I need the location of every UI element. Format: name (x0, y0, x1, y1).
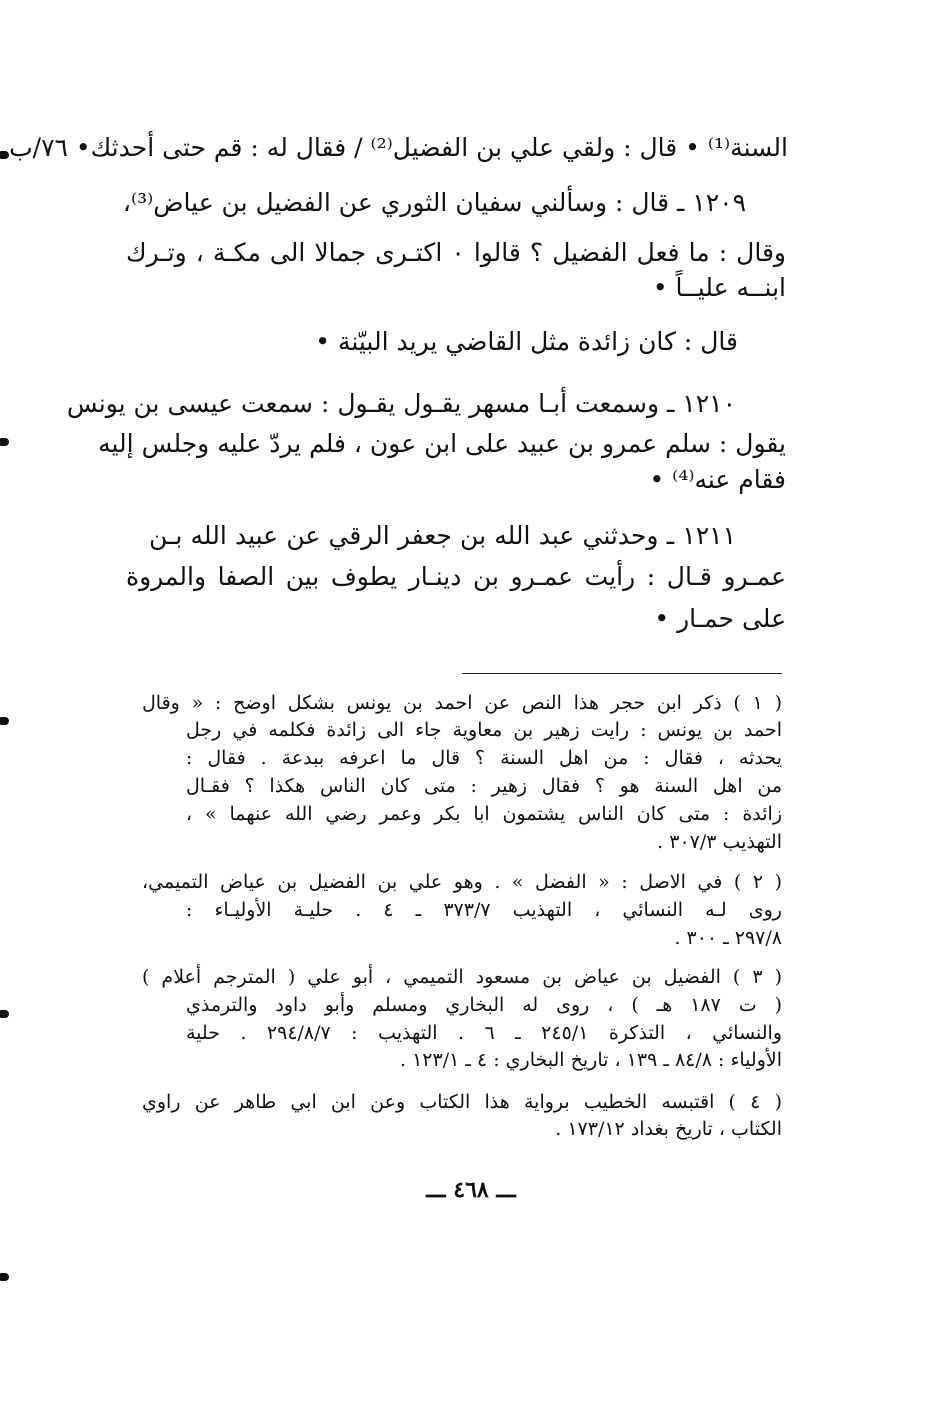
body-line: ١٢١٠ ـ وسمعت أبـا مسهر يقـول يقـول : سمعت عيسى بن يونس (66, 389, 736, 418)
footnote-line: ( ت ١٨٧ هـ ) ، روى له البخاري ومسلم وأبو داود والترمذي (186, 994, 782, 1016)
footnote-line: ( ٣ ) الفضيل بن عياض بن مسعود التميمي ، أبو علي ( المترجم أعلام ) (142, 966, 783, 988)
footnote-divider (462, 673, 782, 674)
body-line: السنة⁽¹⁾ • قال : ولقي علي بن الفضيل⁽²⁾ / فقال له : قم حتى أحدثك• ٧٦/ب (9, 133, 788, 162)
footnote-line: يحدثه ، فقال : من اهل السنة ؟ قال ما اعرفه ببدعة . فقال : (186, 747, 782, 769)
binding-mark-4 (0, 1010, 9, 1018)
footnote-line: ( ٢ ) في الاصل : « الفضل » . وهو علي بن الفضيل بن عياض التميمي، (142, 871, 782, 893)
binding-mark-1 (0, 151, 9, 159)
footnote-line: روى لـه النسائي ، التهذيب ٣٧٣/٧ ـ ٤ . حليـة الأوليـاء : (186, 899, 782, 921)
footnote-line: التهذيب ٣٠٧/٣ . (657, 831, 782, 853)
footnote-line: الكتاب ، تاريخ بغداد ١٧٣/١٢ . (555, 1118, 782, 1140)
body-line: عمـرو قـال : رأيت عمـرو بن دينـار يطوف بين الصفا والمروة (126, 562, 786, 591)
body-line: ١٢١١ ـ وحدثني عبد الله بن جعفر الرقي عن عبيد الله بـن (149, 521, 736, 550)
footnote-line: من اهل السنة هو ؟ فقال زهير : متى كان الناس هكذا ؟ فقـال (186, 775, 782, 797)
footnote-line: ( ١ ) ذكر ابن حجر هذا النص عن احمد بن يونس بشكل اوضح : « وقال (142, 692, 782, 714)
binding-mark-2 (0, 438, 9, 446)
footnote-line: ( ٤ ) اقتبسه الخطيب برواية هذا الكتاب وعن ابن ابي طاهر عن راوي (142, 1091, 783, 1113)
binding-mark-3 (0, 717, 9, 725)
body-line: يقول : سلم عمرو بن عبيد على ابن عون ، فلم يردّ عليه وجلس إليه (98, 429, 786, 458)
footnote-line: زائدة : متى كان الناس يشتمون ابا بكر وعمر رضي الله عنهما » ، (186, 803, 782, 825)
body-line: ١٢٠٩ ـ قال : وسألني سفيان الثوري عن الفضيل بن عياض⁽³⁾، (122, 188, 746, 217)
body-line: على حمـار • (654, 604, 786, 633)
body-line: فقام عنه⁽⁴⁾ • (649, 465, 786, 494)
footnote-line: الأولياء : ٨٤/٨ ـ ١٣٩ ، تاريخ البخاري : ٤ ـ ١٢٣/١ . (400, 1049, 782, 1071)
binding-mark-5 (0, 1273, 9, 1281)
footnote-line: والنسائي ، التذكرة ٢٤٥/١ ـ ٦ . التهذيب : ٢٩٤/٨/٧ . حلية (186, 1022, 782, 1044)
body-line: وقال : ما فعل الفضيل ؟ قالوا ٠ اكتـرى جمالا الى مكـة ، وتـرك (126, 238, 786, 267)
body-line: قال : كان زائدة مثل القاضي يريد البيّنة • (315, 327, 738, 356)
footnote-line: ٢٩٧/٨ ـ ٣٠٠ . (674, 927, 782, 949)
body-line: ابنــه عليــاً • (652, 273, 786, 302)
page-number: ـــ ٤٦٨ ـــ (426, 1177, 516, 1203)
footnote-line: احمد بن يونس : رايت زهير بن معاوية جاء الى زائدة فكلمه في رجل (186, 719, 782, 741)
